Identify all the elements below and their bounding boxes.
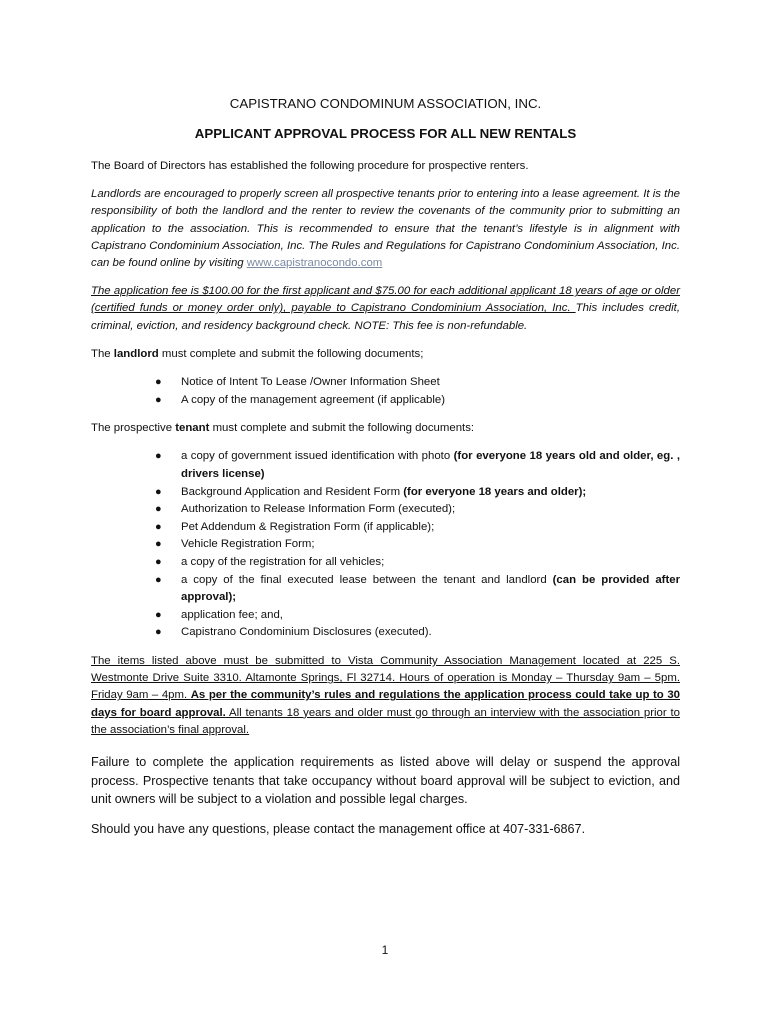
landlord-prefix: The <box>91 347 114 360</box>
list-item: ● A copy of the management agreement (if applicable) <box>181 392 680 410</box>
bullet-icon: ● <box>155 608 162 621</box>
intro-paragraph: The Board of Directors has established the following procedure for prospective renters. <box>91 160 529 172</box>
fee-terms: The application fee is $100.00 for the first applicant and $75.00 for each additional applicant 18 years of age or older (certified funds or money order only), payable to Capistrano Condominium Association, Inc. <box>91 285 680 315</box>
submission-paragraph <box>91 653 680 739</box>
fee-details: This includes credit, criminal, eviction, and residency background check. NOTE: This fee is non-refundable. <box>91 302 680 332</box>
bullet-icon: ● <box>155 626 162 639</box>
website-link[interactable]: www.capistranocondo.com <box>246 257 383 270</box>
page-number: 1 <box>381 943 389 957</box>
submission-location: The items listed above must be submitted to Vista Community Association Management located at 225 S. Westmonte Drive Suite 3310. Altamonte Springs, Fl 32714. Hours of operation is Monday – Thursday 9am – 5pm. Friday 9am – 4pm. <box>91 654 680 702</box>
list-item: ● application fee; and, <box>181 607 680 625</box>
bullet-icon: ● <box>155 520 162 533</box>
contact-paragraph: Should you have any questions, please contact the management office at 407-331-6867. <box>91 821 586 836</box>
bullet-icon: ● <box>155 376 162 389</box>
list-item: ● Pet Addendum & Registration Form (if applicable); <box>181 519 680 537</box>
landlord-documents-list <box>91 374 680 409</box>
landlord-suffix: must complete and submit the following documents; <box>158 347 424 360</box>
list-item: ● a copy of the registration for all vehicles; <box>181 554 680 572</box>
list-item: ● Vehicle Registration Form; <box>181 536 680 554</box>
tenant-suffix: must complete and submit the following documents: <box>209 422 475 435</box>
interview-requirement: All tenants 18 years and older must go through an interview with the association prior to the association’s final approval. <box>91 706 680 736</box>
bullet-icon: ● <box>155 573 162 586</box>
failure-paragraph: Failure to complete the application requirements as listed above will delay or suspend the approval process. Prospective tenants that take occupancy without board approval will be subject to eviction, and unit owners will be subject to a violation and possible legal charges. <box>91 754 680 807</box>
bullet-icon: ● <box>155 555 162 568</box>
list-item: ● a copy of government issued identification with photo (for everyone 18 years old and older, eg. , drivers license) <box>155 450 680 481</box>
list-item: ● Capistrano Condominium Disclosures (executed). <box>181 624 680 642</box>
landlord-bold: landlord <box>113 347 159 360</box>
tenant-prefix: The prospective <box>91 422 176 435</box>
bullet-icon: ● <box>155 503 162 516</box>
tenant-heading <box>91 420 680 437</box>
bullet-icon: ● <box>155 538 162 551</box>
list-item: ● Authorization to Release Information Form (executed); <box>181 501 680 519</box>
landlord-note-paragraph <box>91 186 680 272</box>
list-item: ● Background Application and Resident Form (for everyone 18 years and older); <box>181 484 680 502</box>
document-title: APPLICANT APPROVAL PROCESS FOR ALL NEW RENTALS <box>194 126 577 141</box>
tenant-bold: tenant <box>175 422 210 435</box>
fee-paragraph <box>91 283 680 335</box>
landlord-heading <box>91 346 680 363</box>
approval-timeframe: As per the community’s rules and regulations the application process could take up to 30 days for board approval. <box>91 689 680 719</box>
list-item: ● Notice of Intent To Lease /Owner Information Sheet <box>181 374 680 392</box>
bullet-icon: ● <box>155 485 162 498</box>
bullet-icon: ● <box>155 393 162 406</box>
bullet-icon: ● <box>155 450 162 463</box>
organization-name: CAPISTRANO CONDOMINUM ASSOCIATION, INC. <box>229 96 542 111</box>
list-item: ● a copy of the final executed lease between the tenant and landlord (can be provided after approval); <box>155 573 681 604</box>
tenant-documents-list <box>91 448 680 642</box>
landlord-note-text: Landlords are encouraged to properly screen all prospective tenants prior to entering into a lease agreement. It is the responsibility of both the landlord and the renter to review the covenants of the community prior to submitting an application to the association. This is recommended to ensure that the tenant’s lifestyle is in alignment with Capistrano Condominium Association, Inc. The Rules and Regulations for Capistrano Condominium Association, Inc. can be found online by visiting <box>91 188 680 270</box>
